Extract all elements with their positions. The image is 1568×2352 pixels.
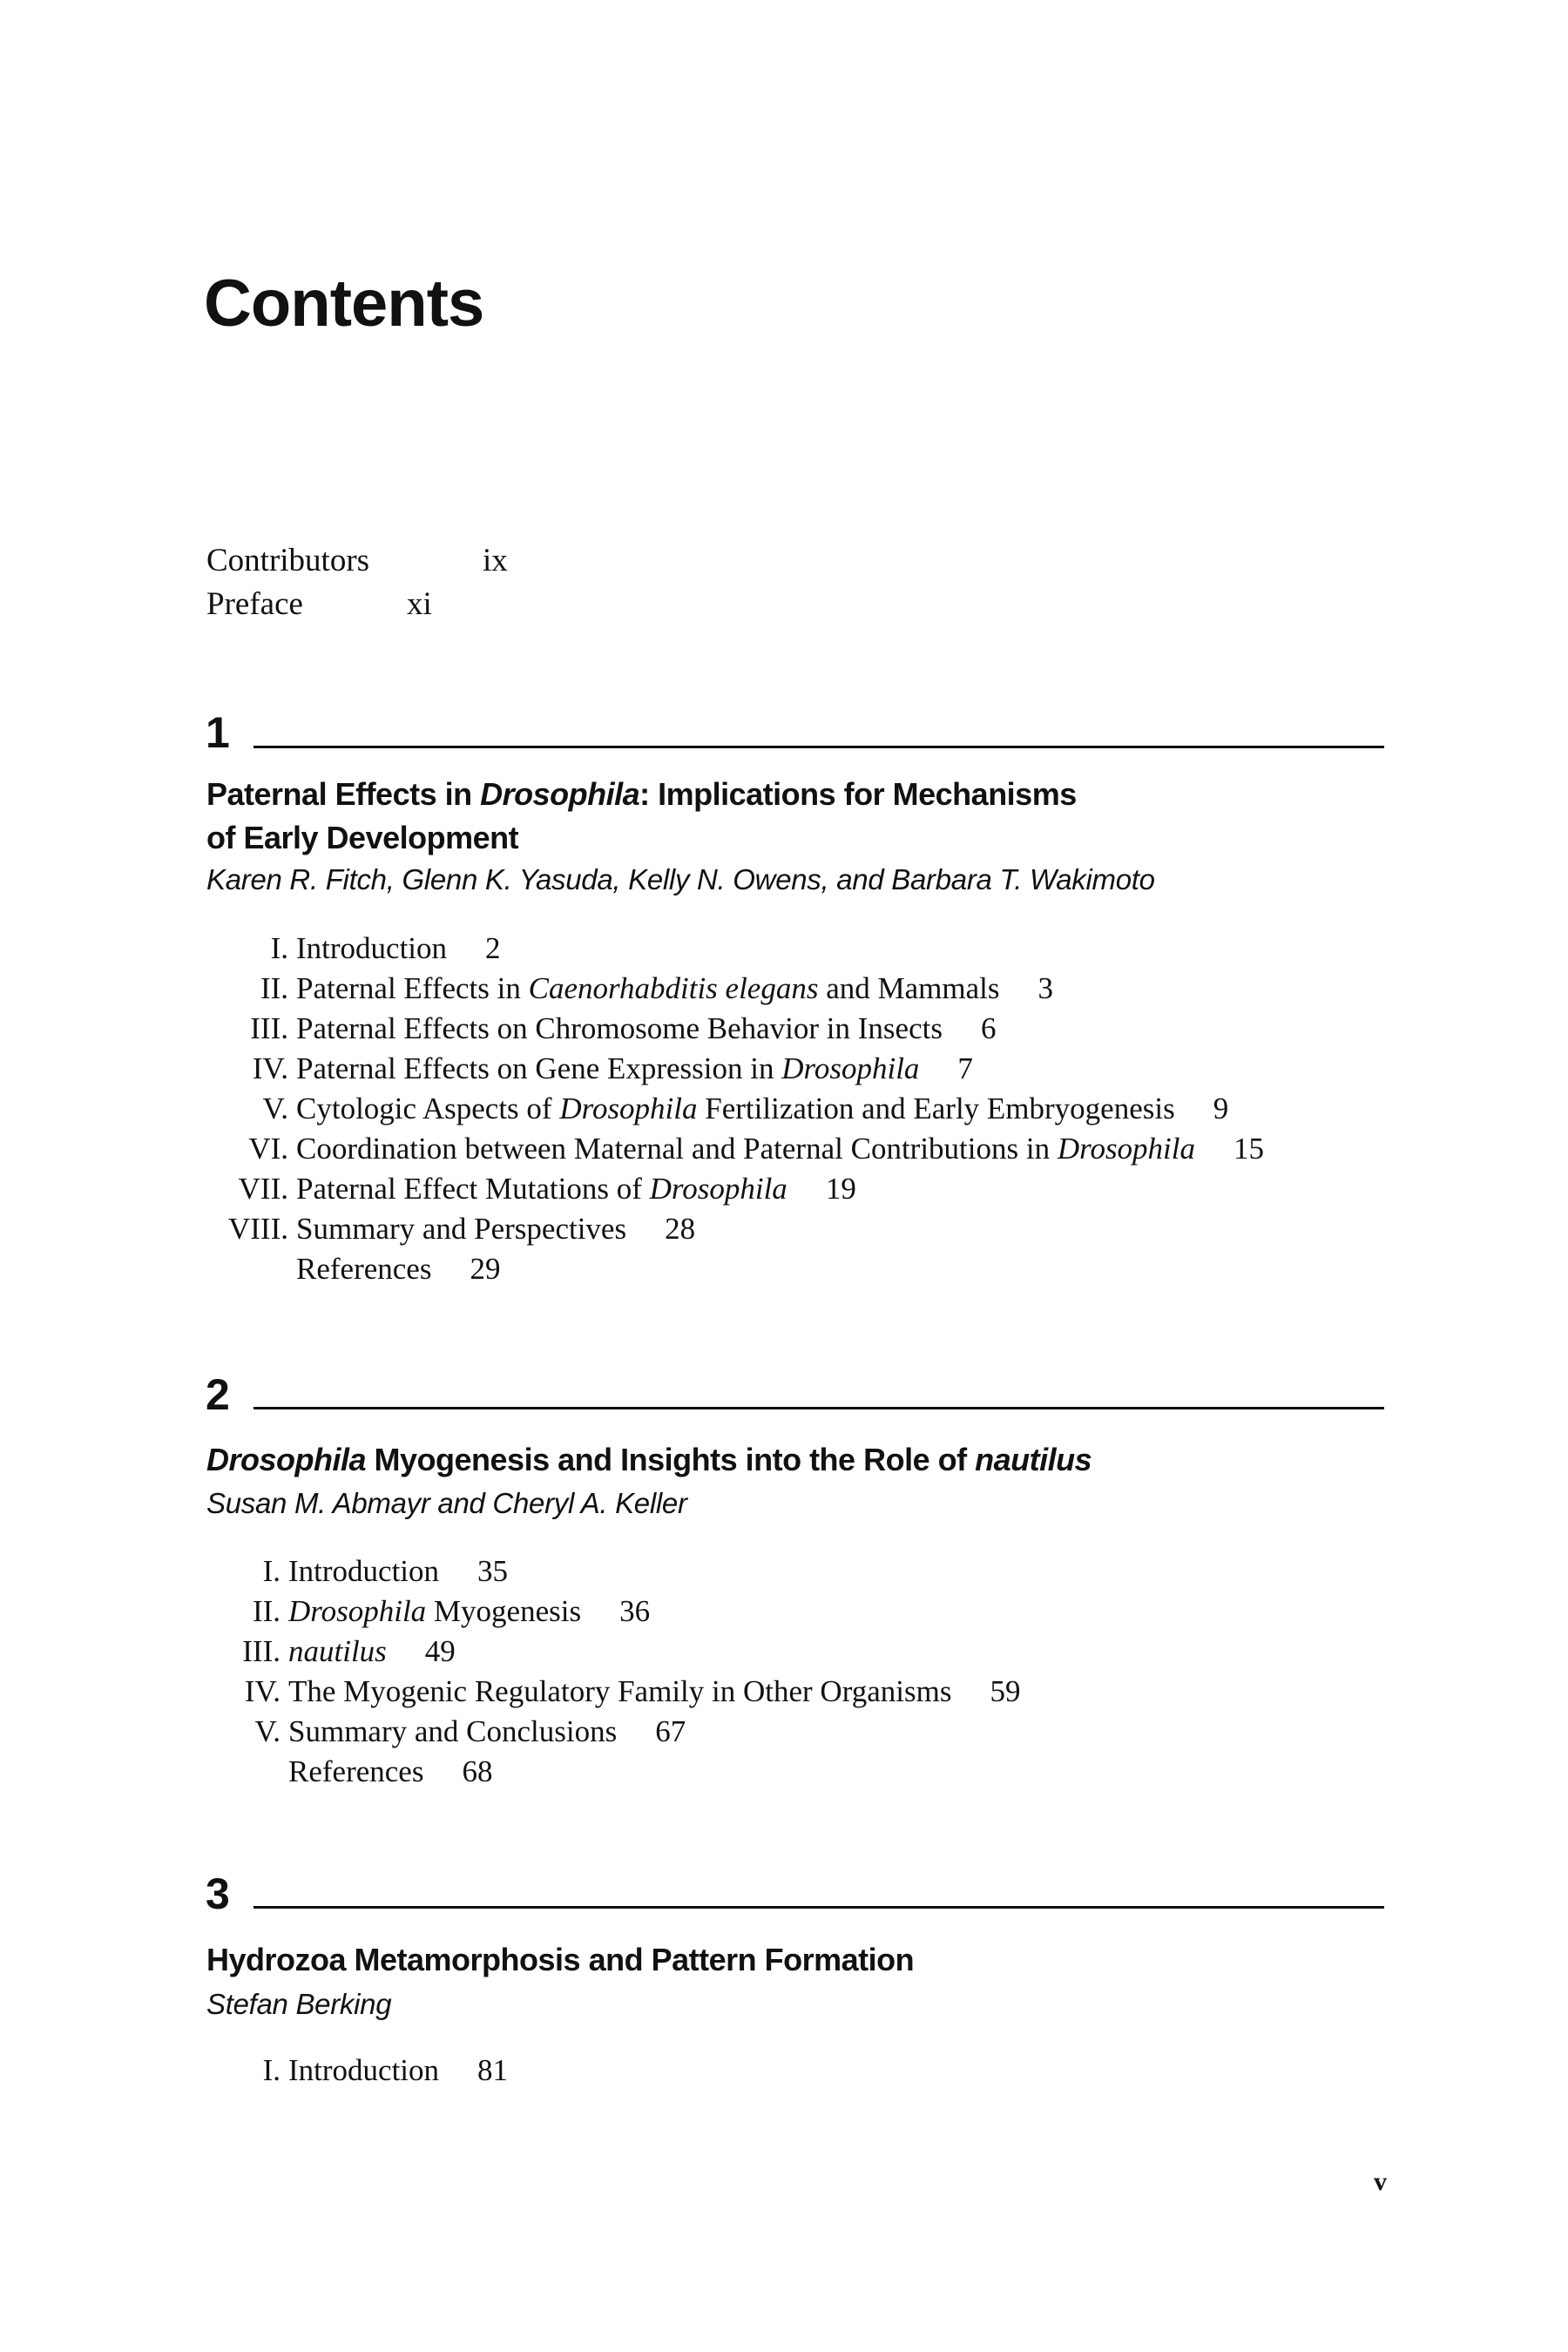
toc-entry[interactable] [206,1049,1264,1089]
text-segment: Paternal Effect Mutations of [296,1172,650,1206]
chapter-number: 2 [206,1370,230,1419]
chapter-authors: Karen R. Fitch, Glenn K. Yasuda, Kelly N. Owens, and Barbara T. Wakimoto [206,863,1155,896]
text-segment: Hydrozoa Metamorphosis and Pattern Formation [206,1942,915,1977]
chapter-title[interactable] [206,1938,914,1982]
section-page: 19 [825,1172,856,1206]
chapter-divider [253,746,1384,748]
chapter-title-line [206,816,1077,860]
chapter-authors: Susan M. Abmayr and Cheryl A. Keller [206,1487,687,1519]
italic-text: nautilus [975,1442,1092,1477]
section-page: 67 [655,1714,686,1748]
italic-text: Drosophila [288,1594,427,1628]
section-title [296,1049,919,1089]
text-segment: of Early Development [206,820,519,855]
chapter-divider [253,1906,1384,1909]
section-numeral: III. [250,1011,288,1045]
toc-entry[interactable] [206,1551,1020,1592]
text-segment: Paternal Effects in [296,971,529,1005]
text-segment: Paternal Effects in [206,776,481,812]
section-numeral: IV. [244,1674,280,1708]
text-segment: Coordination between Maternal and Paternal Contributions in [296,1132,1058,1166]
text-segment: : Implications for Mechanisms [639,776,1077,812]
section-numeral: VI. [248,1132,288,1166]
toc-entry[interactable] [206,1009,1264,1049]
toc-entry[interactable] [206,1672,1020,1712]
section-title [296,1129,1195,1169]
text-segment: The Myogenic Regulatory Family in Other Organisms [288,1674,952,1708]
section-title [296,1169,787,1209]
section-numeral: III. [242,1634,280,1668]
section-page: 59 [990,1674,1021,1708]
section-title [296,1249,431,1289]
section-title [288,1551,439,1592]
section-numeral [206,1249,288,1289]
section-numeral: IV. [252,1051,288,1085]
entry-label: Preface [206,586,303,622]
chapter-number: 3 [206,1869,230,1918]
entry-page: xi [407,586,432,622]
section-title [288,1672,951,1712]
chapter-title-line [206,773,1077,816]
italic-text: Drosophila [781,1051,920,1085]
section-numeral: V. [262,1092,288,1125]
section-page: 7 [957,1051,973,1085]
section-numeral: II. [260,971,288,1005]
front-matter-preface[interactable] [206,585,432,623]
section-numeral: V. [254,1714,280,1748]
toc-entry[interactable] [206,969,1264,1009]
section-page: 15 [1233,1132,1265,1166]
section-title [288,2051,439,2091]
text-segment: Myogenesis and Insights into the Role of [366,1442,976,1477]
section-title [296,929,447,969]
section-page: 68 [462,1754,493,1788]
entry-page: ix [483,543,508,578]
front-matter-contributors[interactable] [206,542,508,579]
chapter-entries [206,2051,508,2091]
chapter-title-line [206,1438,1092,1482]
toc-entry[interactable] [206,1089,1264,1129]
chapter-entries [206,929,1264,1289]
text-segment: Paternal Effects on Chromosome Behavior in Insects [296,1011,943,1045]
section-page: 29 [470,1252,501,1286]
italic-text: Drosophila [649,1172,787,1206]
section-numeral: I. [262,2053,280,2087]
italic-text: Drosophila [1057,1132,1196,1166]
italic-text: Drosophila [559,1092,698,1125]
section-page: 36 [619,1594,651,1628]
section-title [296,1209,626,1249]
chapter-number: 1 [206,708,230,757]
chapter-authors: Stefan Berking [206,1988,392,2020]
italic-text: nautilus [288,1634,387,1668]
text-segment: Summary and Perspectives [296,1212,627,1246]
section-title [288,1712,617,1752]
toc-entry[interactable] [206,929,1264,969]
text-segment: and Mammals [818,971,1000,1005]
text-segment: Fertilization and Early Embryogenesis [697,1092,1175,1125]
section-numeral [206,1752,280,1792]
section-title [296,1009,943,1049]
section-numeral: I. [262,1554,280,1588]
section-title [288,1632,387,1672]
section-page: 49 [424,1634,456,1668]
chapter-title[interactable] [206,1438,1092,1482]
toc-entry[interactable] [206,1169,1264,1209]
section-page: 28 [665,1212,696,1246]
section-page: 9 [1213,1092,1229,1125]
italic-text: Drosophila [480,776,640,812]
text-segment: Paternal Effects on Gene Expression in [296,1051,782,1085]
entry-label: Contributors [206,543,370,578]
text-segment: Myogenesis [426,1594,582,1628]
chapter-divider [253,1407,1384,1409]
text-segment: References [288,1754,424,1788]
text-segment: Introduction [288,1554,440,1588]
toc-entry[interactable] [206,1592,1020,1632]
section-page: 81 [477,2053,509,2087]
chapter-title[interactable] [206,773,1077,860]
section-page: 3 [1037,971,1053,1005]
text-segment: Summary and Conclusions [288,1714,618,1748]
section-page: 35 [477,1554,509,1588]
toc-entry[interactable] [206,1752,1020,1792]
toc-entry[interactable] [206,1209,1264,1249]
section-page: 2 [485,931,501,965]
section-numeral: VIII. [228,1212,288,1246]
section-title [296,969,999,1009]
section-title [296,1089,1175,1129]
toc-entry[interactable] [206,2051,508,2091]
section-numeral: I. [270,931,288,965]
chapter-title-line [206,1938,914,1982]
italic-text: Caenorhabditis elegans [528,971,819,1005]
page-folio: v [1374,2167,1387,2196]
text-segment: References [296,1252,432,1286]
text-segment: Introduction [288,2053,440,2087]
toc-entry[interactable] [206,1249,1264,1289]
page-title: Contents [204,267,484,341]
text-segment: Introduction [296,931,448,965]
section-title [288,1592,581,1632]
section-numeral: VII. [238,1172,288,1206]
section-page: 6 [980,1011,997,1045]
toc-entry[interactable] [206,1129,1264,1169]
toc-entry[interactable] [206,1632,1020,1672]
toc-entry[interactable] [206,1712,1020,1752]
section-numeral: II. [252,1594,280,1628]
section-title [288,1752,423,1792]
chapter-entries [206,1551,1020,1792]
text-segment: Cytologic Aspects of [296,1092,560,1125]
italic-text: Drosophila [206,1442,367,1477]
